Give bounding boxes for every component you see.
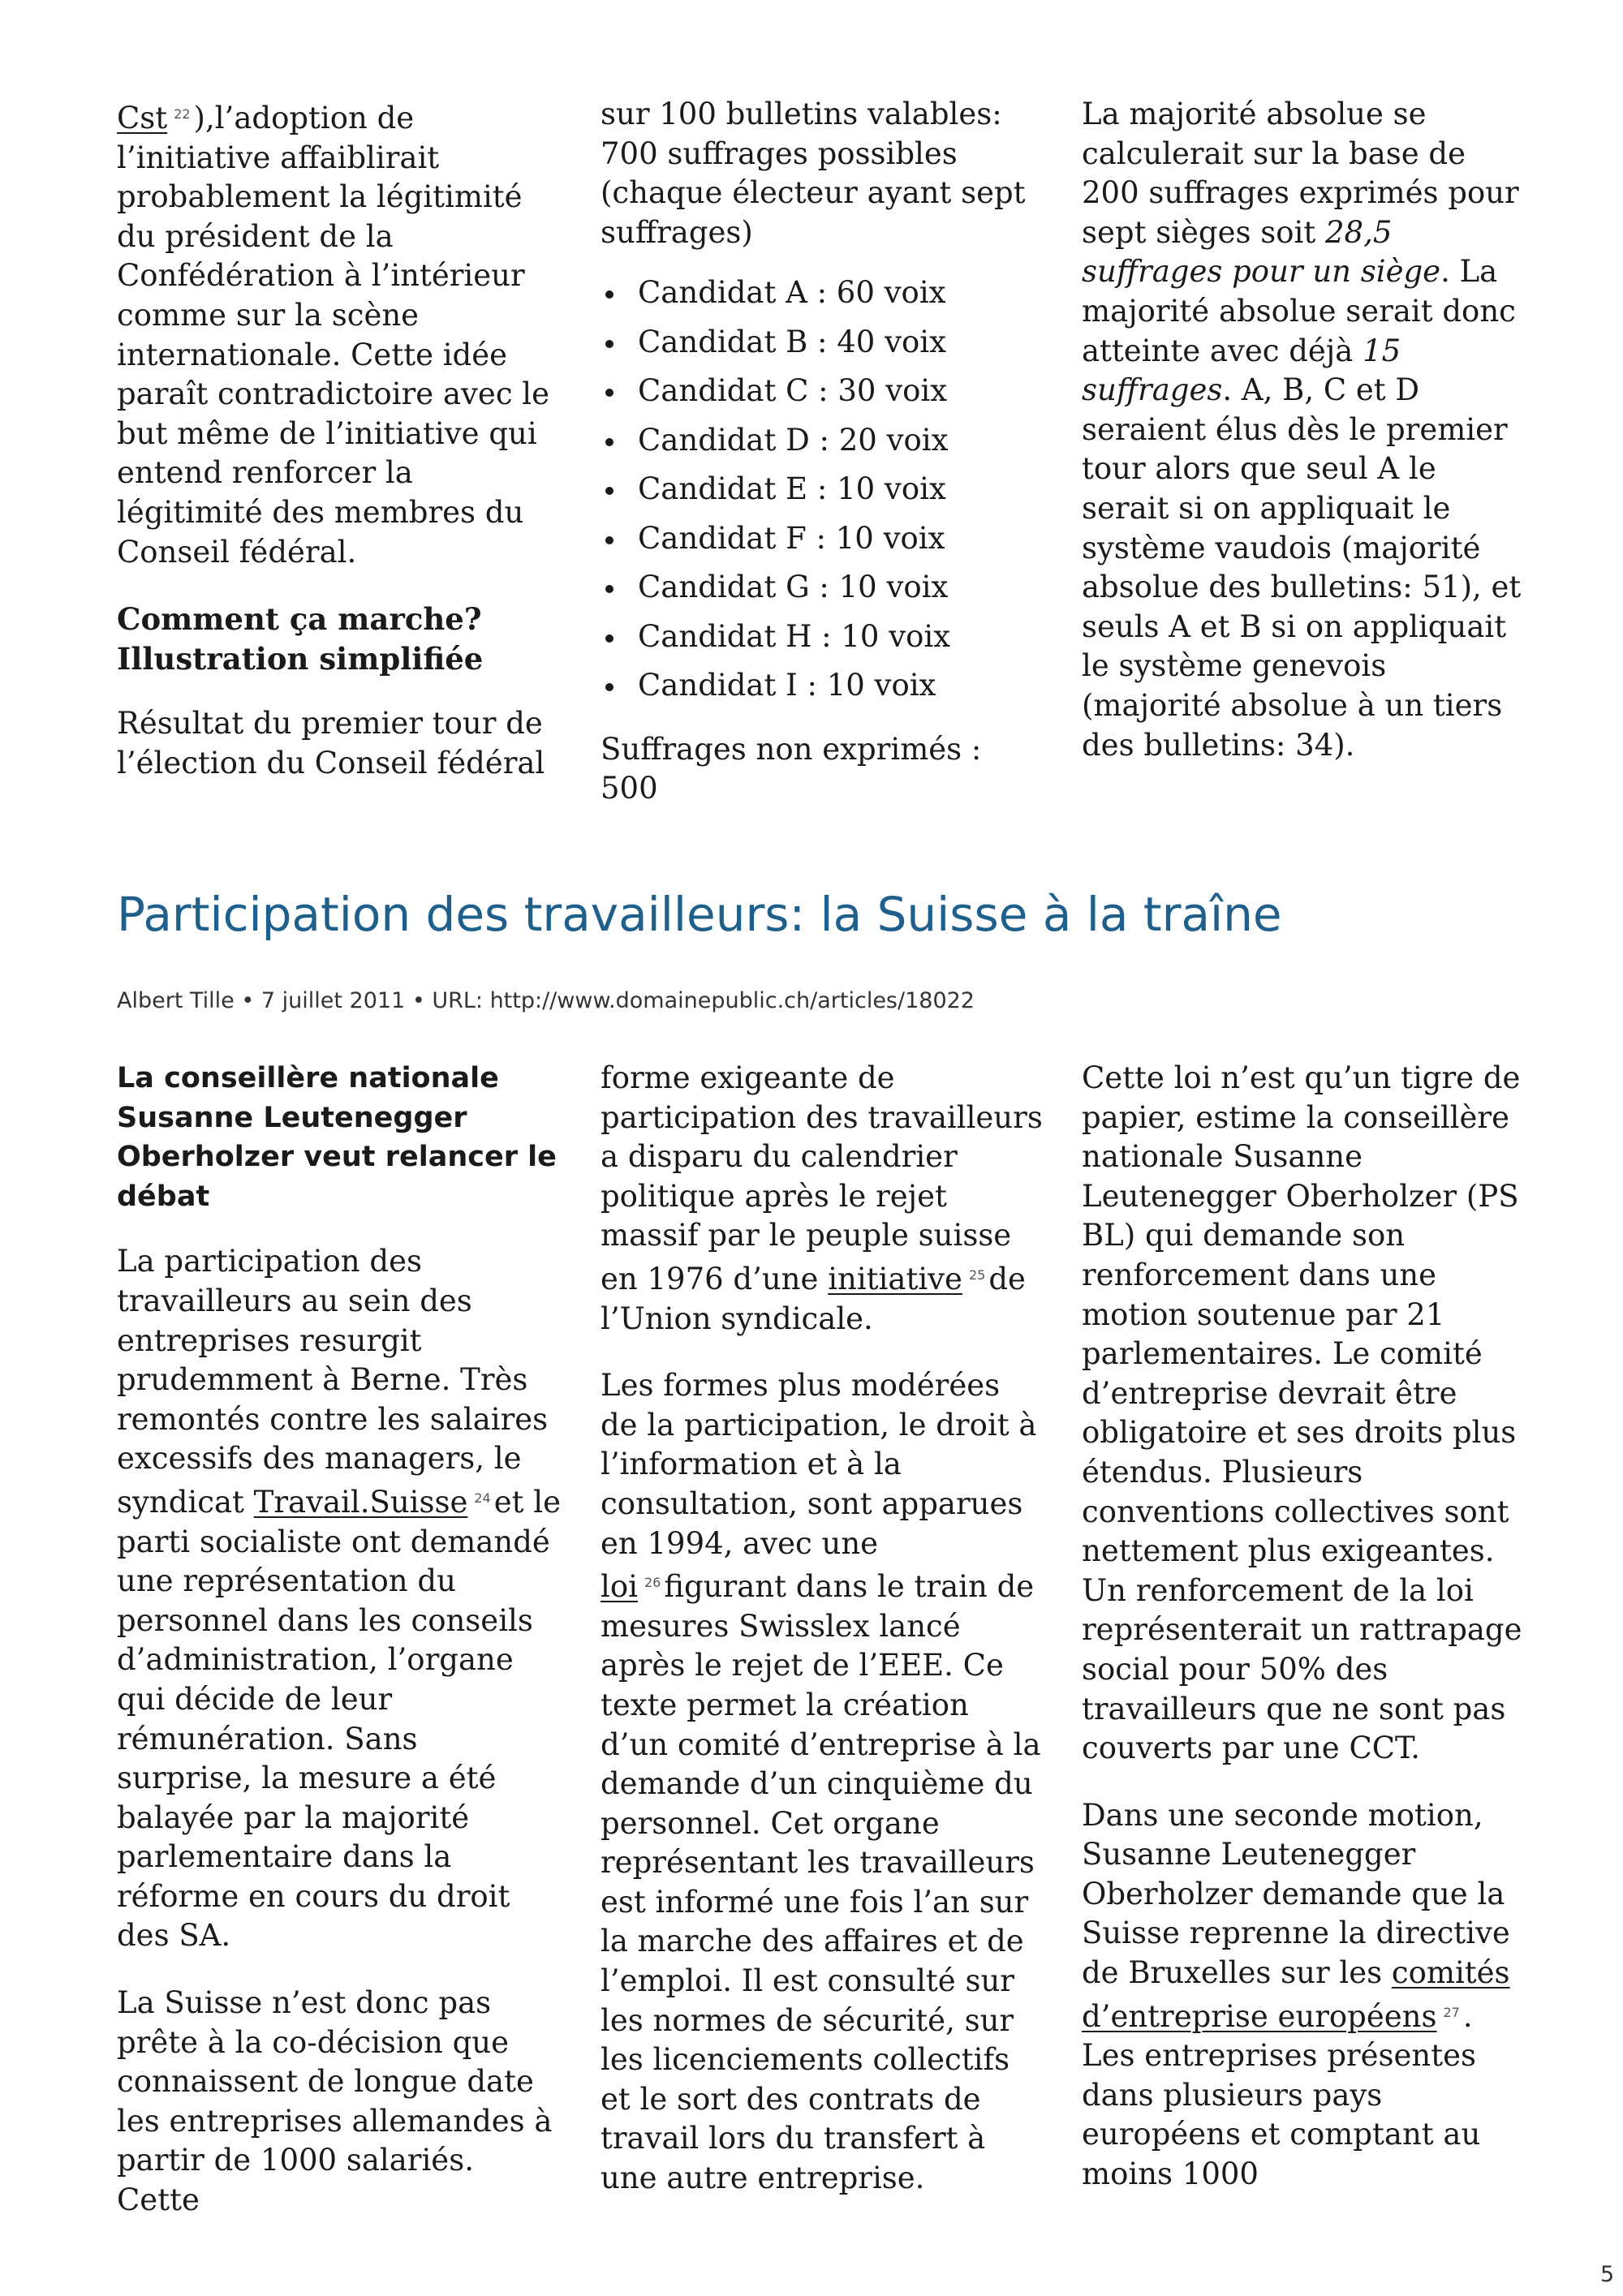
list-item: Candidat E : 10 voix <box>601 465 1045 514</box>
paragraph: Résultat du premier tour de l’élection du Conseil fédéral <box>117 706 545 780</box>
text: La majorité absolue se calculerait sur la base de 200 suffrages exprimés pour sept sièges soit <box>1082 97 1519 250</box>
text: Dans une seconde motion, Susanne Leutenegger Oberholzer demande que la Suisse reprenne la directive de Bruxelles sur les <box>1082 1797 1510 1991</box>
paragraph <box>117 1242 562 1956</box>
footnote-marker: 26 <box>644 1575 661 1591</box>
top-column-2 <box>601 95 1045 809</box>
footnote-marker: 27 <box>1443 2004 1460 2020</box>
emphasis: 15 suffrages <box>1082 333 1401 408</box>
list-item: Candidat H : 10 voix <box>601 613 1045 662</box>
list-item: Candidat G : 10 voix <box>601 563 1045 613</box>
footnote-marker: 22 <box>174 106 191 122</box>
lead-heading: La conseillère nationale Susanne Leutenegger Oberholzer veut relancer le débat <box>117 1062 557 1213</box>
link-comites-entreprise-europeens[interactable]: comités d’entreprise européens <box>1082 1955 1510 2034</box>
list-item: Candidat A : 60 voix <box>601 269 1045 318</box>
paragraph: sur 100 bulletins valables: 700 suffrages possibles (chaque électeur ayant sept suffrages) <box>601 97 1026 250</box>
bottom-column-2 <box>601 1059 1045 2199</box>
footnote-link-cst[interactable]: Cst <box>117 101 168 135</box>
paragraph <box>1082 1796 1526 2195</box>
bottom-column-3 <box>1082 1059 1526 2195</box>
paragraph-text: ),l’adoption de l’initiative affaiblirait probablement la légitimité du président de la Confédération à l’intérieur comme sur la scène internationale. Cette idée paraît contradictoire avec le but même de l’initiative qui entend renforcer la légitimité des membres du Conseil fédéral. <box>117 101 550 570</box>
paragraph: Cette loi n’est qu’un tigre de papier, estime la conseillère nationale Susanne Leutenegger Oberholzer (PS BL) qui demande son renforcement dans une motion soutenue par 21 parlementaires. Le comité d’entreprise devrait être obligatoire et ses droits plus étendus. Plusieurs conventions collectives sont nettement plus exigeantes. Un renforcement de la loi représenterait un rattrapage social pour 50% des travailleurs que ne sont pas couverts par une CCT. <box>1082 1060 1522 1766</box>
link-initiative[interactable]: initiative <box>828 1261 962 1296</box>
page-number: 5 <box>1600 2262 1615 2287</box>
link-travail-suisse[interactable]: Travail.Suisse <box>253 1484 468 1520</box>
footnote-marker: 24 <box>474 1490 491 1506</box>
text: . Les entreprises présentes dans plusieurs pays européens et comptant au moins 1000 <box>1082 1998 1481 2192</box>
bottom-column-1 <box>117 1059 562 2221</box>
section-heading: Comment ça marche? Illustration simplifiée <box>117 601 484 677</box>
text: Les formes plus modérées de la participation, le droit à l’information et à la consultation, sont apparues en 1994, avec une <box>601 1368 1037 1561</box>
list-item: Candidat D : 20 voix <box>601 416 1045 466</box>
emphasis: 28,5 suffrages pour un siège <box>1082 214 1441 290</box>
text: . A, B, C et D seraient élus dès le premier tour alors que seul A le serait si on appliquait le système vaudois (majorité absolue des bulletins: 51), et seuls A et B si on appliquait le système genevois (majorité absolue à un tiers des bulletins: 34). <box>1082 372 1522 763</box>
paragraph: La Suisse n’est donc pas prête à la co-décision que connaissent de longue date les entreprises allemandes à partir de 1000 salariés. Cette <box>117 1985 553 2218</box>
paragraph: Suffrages non exprimés : 500 <box>601 731 982 806</box>
candidate-list <box>601 269 1045 711</box>
article-byline: Albert Tille • 7 juillet 2011 • URL: http://www.domainepublic.ch/articles/18022 <box>117 988 975 1013</box>
paragraph <box>1082 95 1526 765</box>
top-column-3 <box>1082 95 1526 765</box>
text: et le parti socialiste ont demandé une représentation du personnel dans les conseils d’administration, l’organe qui décide de leur rémunération. Sans surprise, la mesure a été balayée par la majorité parlementaire dans la réforme en cours du droit des SA. <box>117 1484 561 1954</box>
text: forme exigeante de participation des travailleurs a disparu du calendrier politique après le rejet massif par le peuple suisse en 1976 d’une <box>601 1060 1043 1296</box>
list-item: Candidat C : 30 voix <box>601 367 1045 416</box>
paragraph <box>601 1366 1045 2198</box>
article-title: Participation des travailleurs: la Suisse à la traîne <box>117 887 1282 942</box>
paragraph <box>601 1059 1045 1339</box>
paragraph <box>117 95 562 572</box>
text: La participation des travailleurs au sein des entreprises resurgit prudemment à Berne. Très remontés contre les salaires excessifs des managers, le syndicat <box>117 1244 549 1520</box>
footnote-marker: 25 <box>968 1266 986 1283</box>
list-item: Candidat B : 40 voix <box>601 318 1045 368</box>
list-item: Candidat F : 10 voix <box>601 514 1045 564</box>
text: figurant dans le train de mesures Swisslex lancé après le rejet de l’EEE. Ce texte permet la création d’un comité d’entreprise à la demande d’un cinquième du personnel. Cet organe représentant les travailleurs est informé une fois l’an sur la marche des affaires et de l’emploi. Il est consulté sur les normes de sécurité, sur les licenciements collectifs et le sort des contrats de travail lors du transfert à une autre entreprise. <box>601 1569 1041 2196</box>
link-loi[interactable]: loi <box>601 1569 638 1605</box>
list-item: Candidat I : 10 voix <box>601 661 1045 711</box>
text: de l’Union syndicale. <box>601 1261 1026 1336</box>
text: . La majorité absolue serait donc atteinte avec déjà <box>1082 254 1516 368</box>
top-column-1 <box>117 95 562 784</box>
